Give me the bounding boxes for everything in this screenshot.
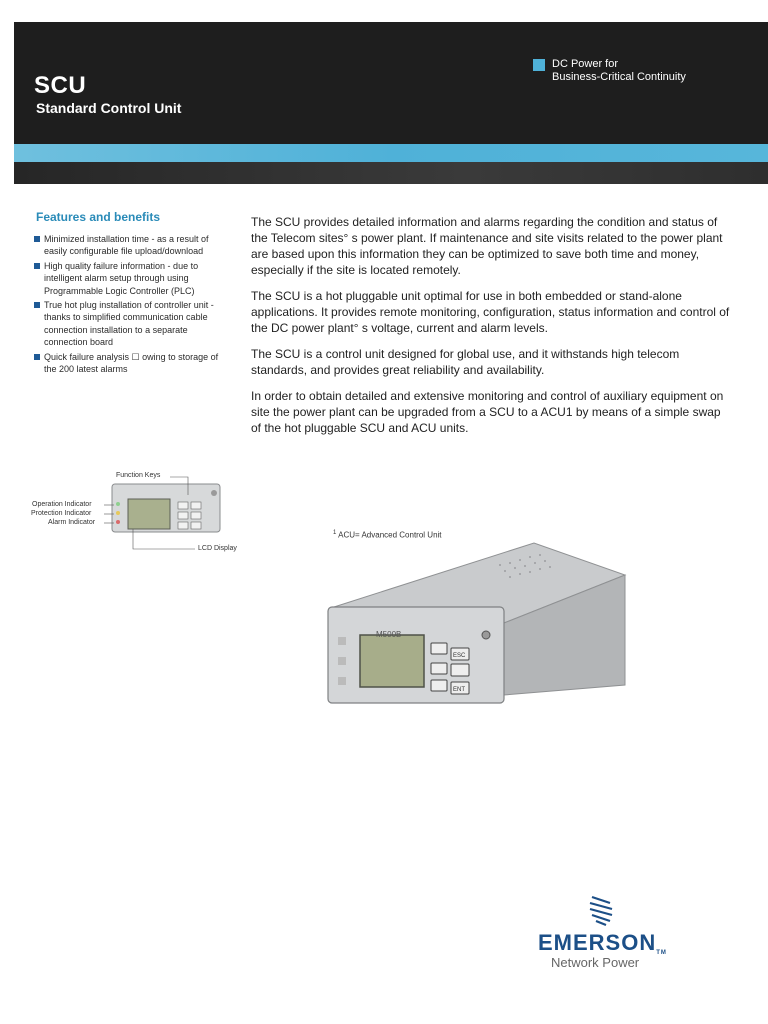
emerson-logo-icon — [586, 893, 616, 929]
tagline-line-2: Business-Critical Continuity — [552, 71, 686, 83]
lcd-display-label: LCD Display — [198, 545, 237, 552]
bullet-square-icon — [34, 263, 40, 269]
header-dark-band — [14, 162, 768, 184]
page-subtitle: Standard Control Unit — [36, 100, 182, 116]
body-paragraph-2: The SCU is a hot pluggable unit optimal for use in both embedded or stand-alone applications. It provides remote monitoring, configuration, status information and control of the DC power plant° s voltage, current and alarm levels. — [251, 289, 730, 335]
protection-indicator-label: Protection Indicator — [31, 510, 92, 517]
bullet-square-icon — [34, 302, 40, 308]
brand-subtitle: Network Power — [551, 955, 640, 970]
function-keys-label: Function Keys — [116, 472, 161, 479]
body-paragraph-1: The SCU provides detailed information and alarms regarding the condition and status of the Telecom sites° s power plant. If maintenance and site visits related to the power plant are based upon this information they can be optimized to save both time and money, especially if the site is located remotely. — [251, 215, 723, 277]
feature-item: True hot plug installation of controller unit - thanks to simplified communication cable connection installation to a separate connection board — [34, 299, 224, 349]
ent-key-text: ENT — [453, 687, 465, 693]
panel-body — [112, 484, 220, 532]
tagline-square-icon — [533, 59, 545, 71]
body-text — [251, 214, 731, 446]
footnote-text: ACU= Advanced Control Unit — [336, 530, 442, 540]
alarm-indicator-label: Alarm Indicator — [48, 519, 96, 526]
operation-indicator-label: Operation Indicator — [32, 501, 92, 508]
product-model-text: M500B — [376, 630, 402, 639]
bullet-square-icon — [34, 236, 40, 242]
body-paragraph-4: In order to obtain detailed and extensive monitoring and control of auxiliary equipment on site the power plant can be upgraded from a SCU to a ACU1 by means of a simple swap of the hot pluggable SCU and ACU units. — [251, 389, 724, 435]
body-paragraph-3: The SCU is a control unit designed for global use, and it withstands high telecom standards, and provides great reliability and availability. — [251, 347, 680, 377]
page-title: SCU — [34, 72, 87, 99]
feature-item: Quick failure analysis ☐ owing to storage of the 200 latest alarms — [34, 351, 224, 376]
brand-name: EMERSONTM — [538, 930, 667, 956]
bullet-square-icon — [34, 354, 40, 360]
product-photo — [320, 535, 640, 725]
features-list — [34, 233, 224, 377]
tagline-line-1: DC Power for — [552, 58, 619, 70]
footnote-marker: 1 — [333, 530, 337, 536]
esc-key-text: ESC — [453, 653, 466, 659]
feature-item: High quality failure information - due to intelligent alarm setup through using Programmable Logic Controller (PLC) — [34, 260, 224, 297]
features-heading: Features and benefits — [36, 210, 161, 224]
feature-item: Minimized installation time - as a result of easily configurable file upload/download — [34, 233, 224, 258]
header-blue-band — [14, 144, 768, 162]
